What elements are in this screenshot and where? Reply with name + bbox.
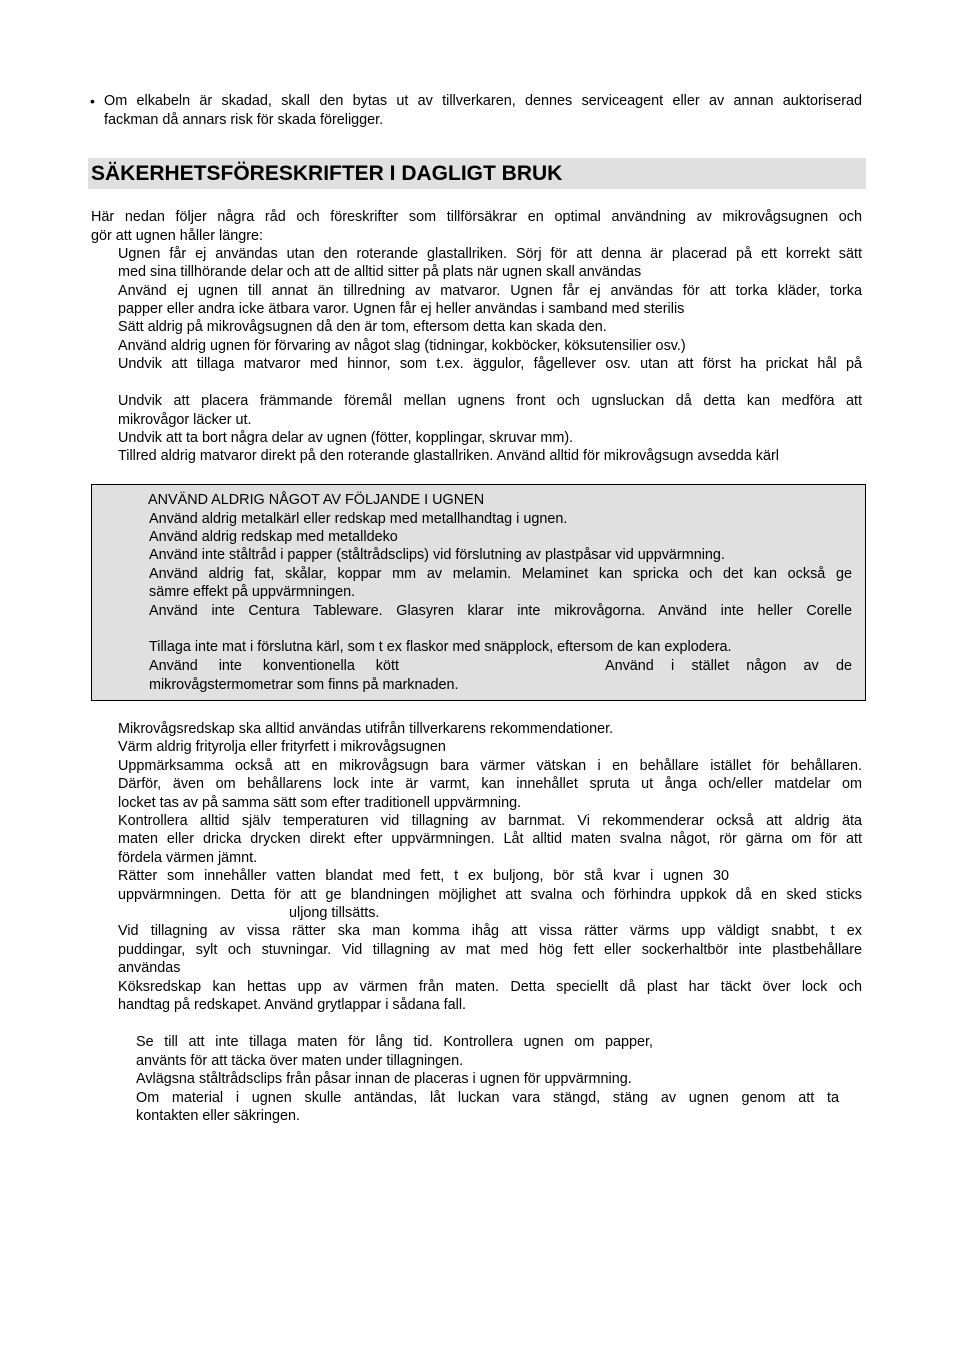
- rule-line: maten eller dricka drycken direkt efter uppvärmningen. Låt alltid maten svalna något, rör gärna om för att: [118, 831, 862, 847]
- warning-line: Använd aldrig fat, skålar, koppar mm av melamin. Melaminet kan spricka och det kan också ge: [149, 566, 852, 582]
- rule-line: Kontrollera alltid själv temperaturen vid tillagning av barnmat. Vi rekommenderar också att aldrig äta: [118, 813, 862, 829]
- fire-rule-line: använts för att täcka över maten under tillagningen.: [136, 1053, 464, 1069]
- rule-line: Rätter som innehåller vatten blandat med fett, t ex buljong, bör stå kvar i ugnen 30: [118, 868, 729, 884]
- warning-line: sämre effekt på uppvärmningen.: [149, 584, 356, 600]
- warning-line: Använd aldrig redskap med metalldeko: [149, 529, 398, 545]
- rule-line: handtag på redskapet. Använd grytlappar i sådana fall.: [118, 997, 467, 1013]
- warning-line: Använd inte konventionella kött: [149, 658, 399, 674]
- intro-bullet-line: fackman då annars risk för skada föreligger.: [104, 112, 384, 128]
- rule-line: Ugnen får ej användas utan den roterande glastallriken. Sörj för att denna är placerad på ett korrekt sätt: [118, 246, 862, 262]
- rule-line: Uppmärksamma också att en mikrovågsugn bara värmer vätskan i en behållare istället för behållaren.: [118, 758, 862, 774]
- rule-line: Undvik att placera främmande föremål mellan ugnens front och ugnsluckan då detta kan medföra att: [118, 393, 862, 409]
- rule-line: Sätt aldrig på mikrovågsugnen då den är tom, eftersom detta kan skada den.: [118, 319, 607, 335]
- rule-line: Använd ej ugnen till annat än tillredning av matvaror. Ugnen får ej användas för att torka kläder, torka: [118, 283, 862, 299]
- rule-line: Mikrovågsredskap ska alltid användas utifrån tillverkarens rekommendationer.: [118, 721, 614, 737]
- rule-line: med sina tillhörande delar och att de alltid sitter på plats när ugnen skall användas: [118, 264, 642, 280]
- warning-line: Använd i stället någon av de: [605, 658, 852, 674]
- warning-box-title: ANVÄND ALDRIG NÅGOT AV FÖLJANDE I UGNEN: [148, 492, 485, 508]
- fire-rule-line: Avlägsna ståltrådsclips från påsar innan de placeras i ugnen för uppvärmning.: [136, 1071, 632, 1087]
- rule-line: Värm aldrig frityrolja eller frityrfett i mikrovågsugnen: [118, 739, 446, 755]
- rule-line: locket tas av på samma sätt som efter traditionell uppvärmning.: [118, 795, 522, 811]
- warning-line: mikrovågstermometrar som finns på marknaden.: [149, 677, 459, 693]
- fire-rule-line: Om material i ugnen skulle antändas, låt luckan vara stängd, stäng av ugnen genom att ta: [136, 1090, 839, 1106]
- warning-line: Använd aldrig metalkärl eller redskap med metallhandtag i ugnen.: [149, 511, 568, 527]
- rule-line: Tillred aldrig matvaror direkt på den roterande glastallriken. Använd alltid för mikrovågsugn avsedda kärl: [118, 448, 779, 464]
- intro-bullet-line: Om elkabeln är skadad, skall den bytas ut av tillverkaren, dennes serviceagent eller av annan auktoriserad: [104, 93, 862, 109]
- warning-line: Använd inte ståltråd i papper (ståltrådsclips) vid förslutning av plastpåsar vid uppvärmning.: [149, 547, 725, 563]
- rule-line: puddingar, sylt och stuvningar. Vid tillagning av mat med hög fett eller sockerhaltbör inte plastbehållare: [118, 942, 862, 958]
- bullet-icon: •: [90, 93, 95, 109]
- warning-line: Använd inte Centura Tableware. Glasyren klarar inte mikrovågorna. Använd inte heller Corelle: [149, 603, 852, 619]
- rule-line: uljong tillsätts.: [289, 905, 380, 921]
- section-intro-line: gör att ugnen håller längre:: [91, 228, 264, 244]
- rule-line: Undvik att ta bort några delar av ugnen (fötter, kopplingar, skruvar mm).: [118, 430, 574, 446]
- fire-rule-line: Se till att inte tillaga maten för lång tid. Kontrollera ugnen om papper,: [136, 1034, 653, 1050]
- section-intro-line: Här nedan följer några råd och föreskrifter som tillförsäkrar en optimal användning av mikrovågsugnen och: [91, 209, 862, 225]
- rule-line: uppvärmningen. Detta för att ge blandningen möjlighet att svalna och förhindra uppkok då en sked sticks: [118, 887, 862, 903]
- rule-line: Undvik att tillaga matvaror med hinnor, som t.ex. äggulor, fågellever osv. utan att först ha prickat hål på: [118, 356, 862, 372]
- rule-line: Använd aldrig ugnen för förvaring av något slag (tidningar, kokböcker, köksutensilier osv.): [118, 338, 686, 354]
- rule-line: Vid tillagning av vissa rätter ska man komma ihåg att vissa rätter värms upp väldigt snabbt, t ex: [118, 923, 862, 939]
- rule-line: användas: [118, 960, 181, 976]
- warning-line: Tillaga inte mat i förslutna kärl, som t ex flaskor med snäpplock, eftersom de kan explodera.: [149, 639, 732, 655]
- rule-line: mikrovågor läcker ut.: [118, 412, 252, 428]
- section-heading: SÄKERHETSFÖRESKRIFTER I DAGLIGT BRUK: [91, 162, 563, 185]
- rule-line: papper eller andra icke ätbara varor. Ugnen får ej heller användas i samband med sterilis: [118, 301, 685, 317]
- rule-line: Köksredskap kan hettas upp av värmen från maten. Detta speciellt då plast har täckt över lock och: [118, 979, 862, 995]
- rule-line: fördela värmen jämnt.: [118, 850, 258, 866]
- rule-line: Därför, även om behållarens lock inte är varmt, kan innehållet spruta ut ånga och/eller matdelar om: [118, 776, 862, 792]
- fire-rule-line: kontakten eller säkringen.: [136, 1108, 300, 1124]
